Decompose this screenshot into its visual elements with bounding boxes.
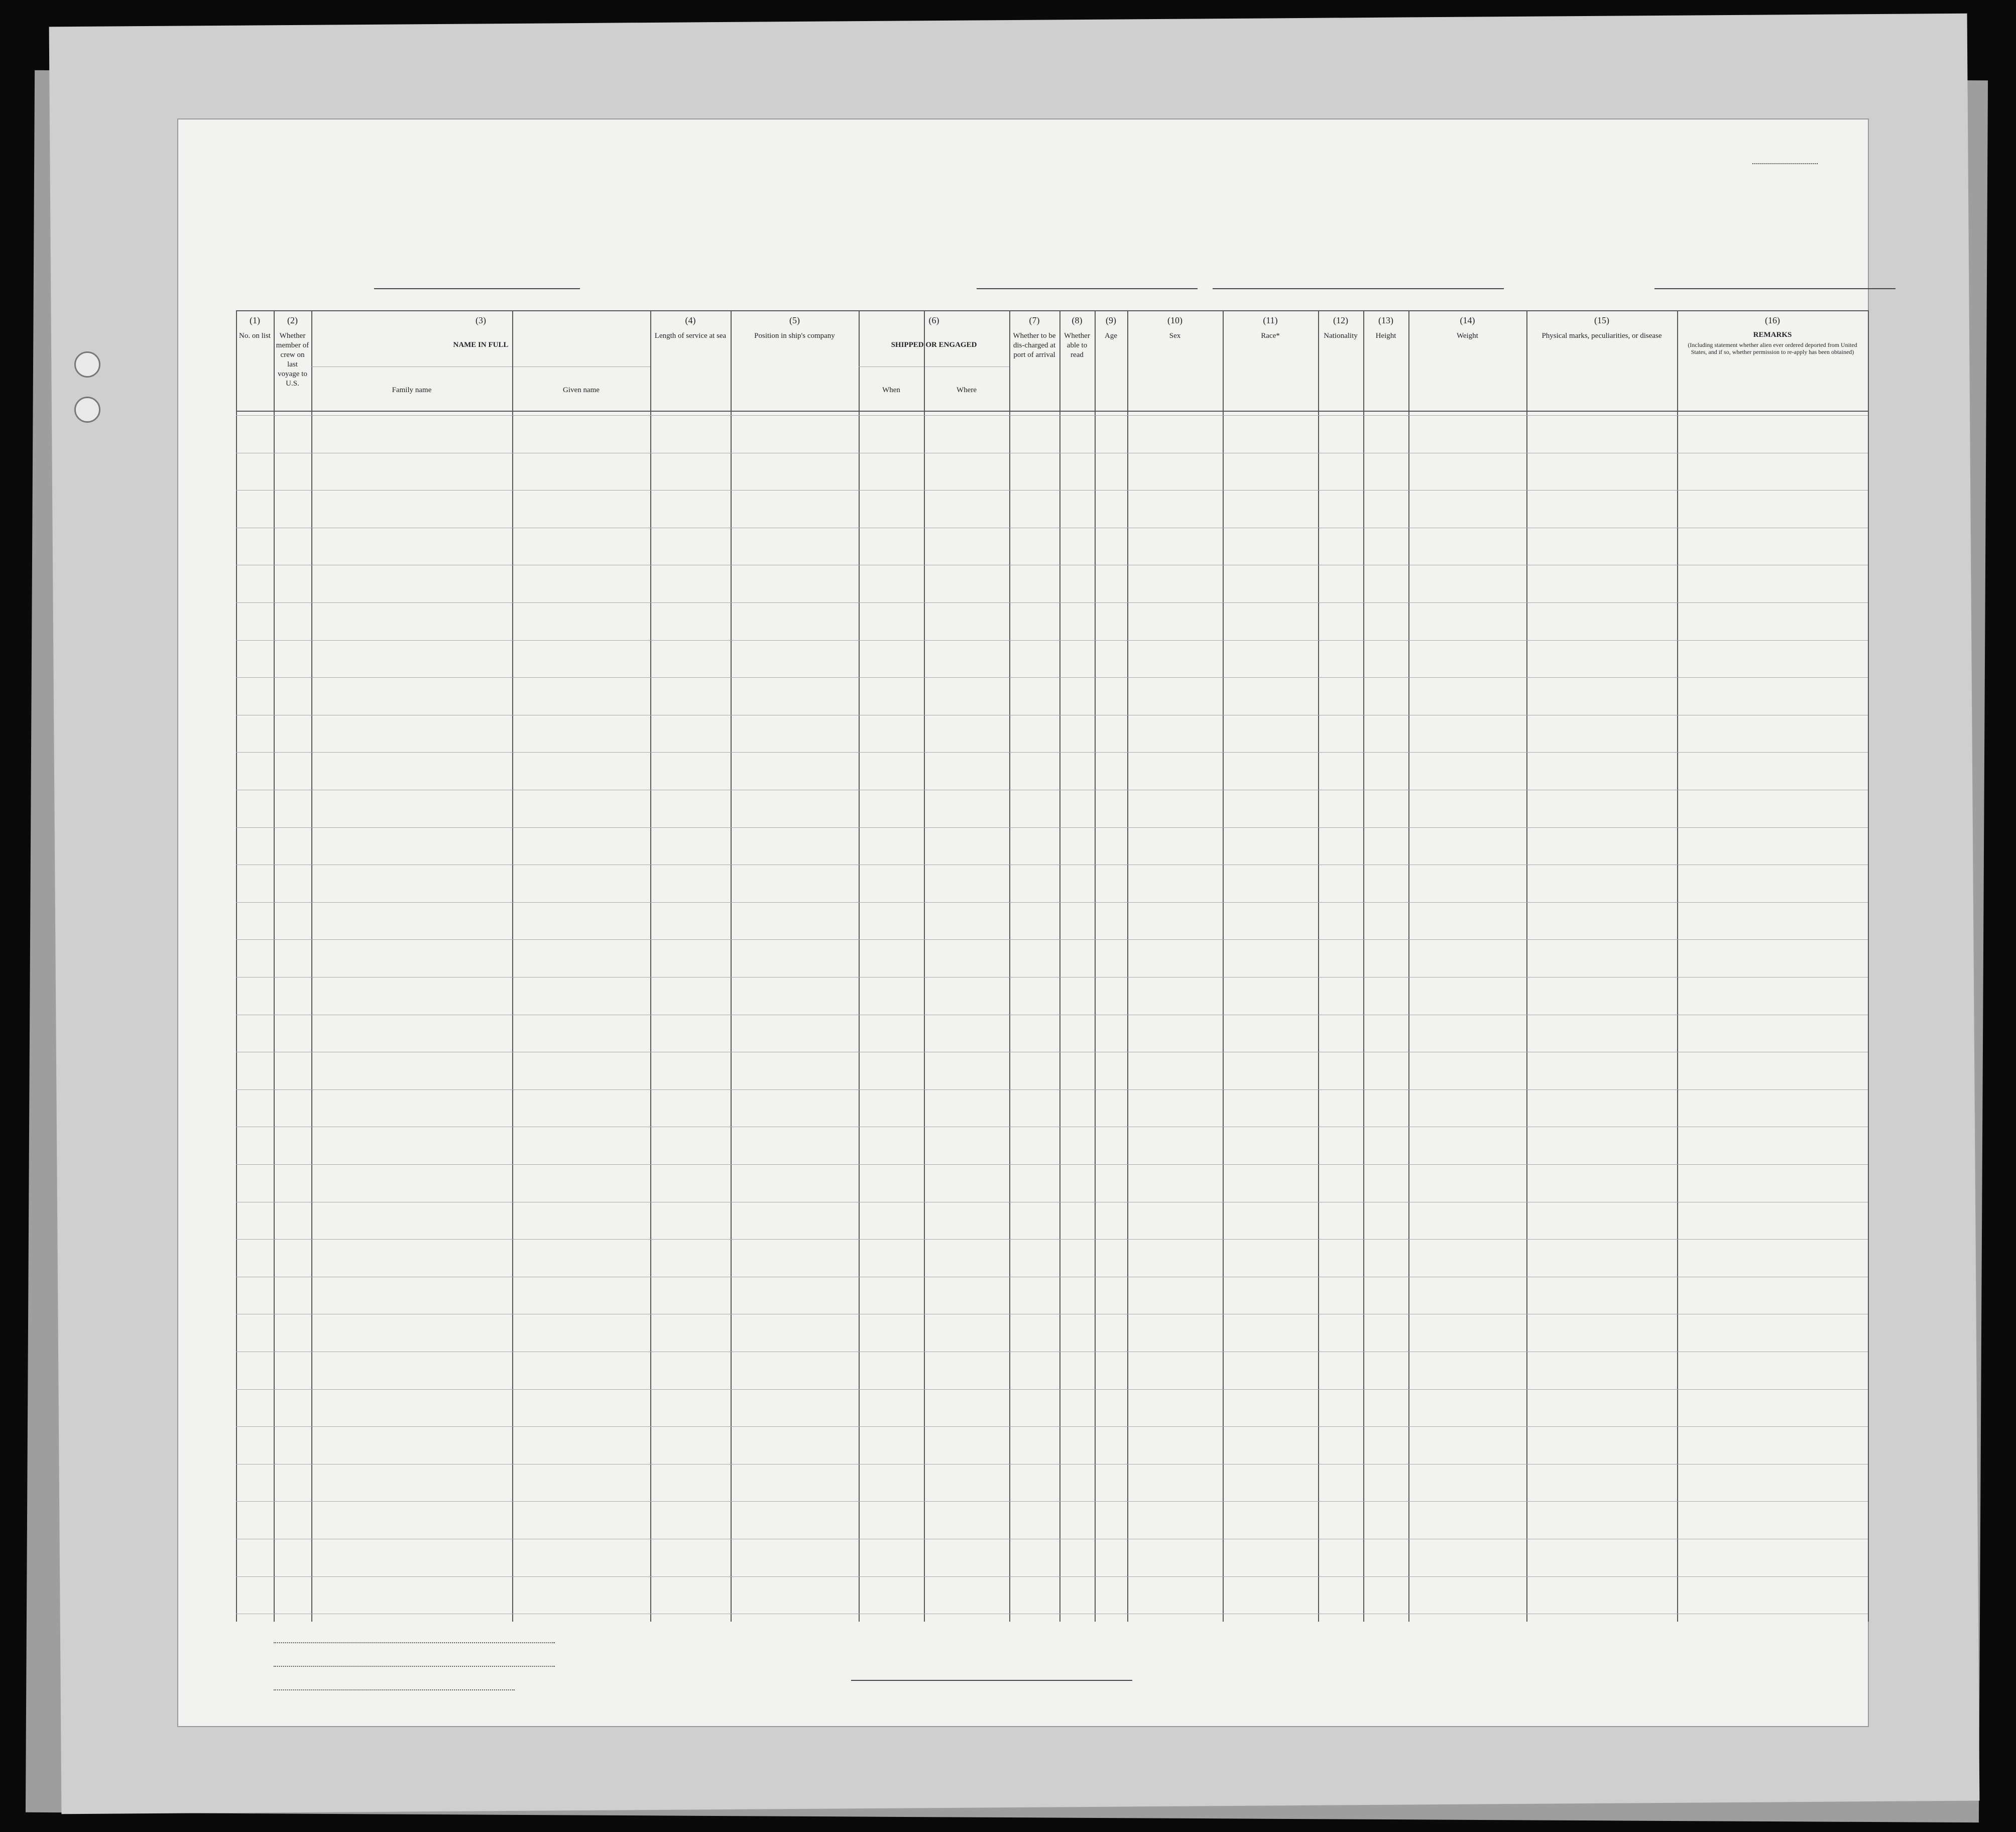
punch-hole — [74, 397, 100, 423]
column-number: (15) — [1594, 315, 1609, 325]
date-blank — [1213, 288, 1504, 289]
column-rule — [1009, 310, 1010, 1622]
row-rule — [236, 1501, 1868, 1502]
column-number: (3) — [476, 315, 486, 325]
column-heading: Whether able to read — [1064, 332, 1090, 359]
column-heading: No. on list — [239, 332, 271, 340]
sheet-number-blank — [1752, 163, 1818, 164]
column-rule — [1127, 310, 1128, 1622]
column-number: (4) — [685, 315, 696, 325]
column-number: (7) — [1029, 315, 1040, 325]
column-heading: Age — [1105, 332, 1117, 340]
column-rule — [731, 310, 732, 1622]
row-rule — [236, 310, 1868, 311]
column-number: (12) — [1333, 315, 1348, 325]
column-heading: Sex — [1169, 332, 1181, 340]
column-number: (8) — [1072, 315, 1083, 325]
column-heading: Length of service at sea — [654, 332, 727, 340]
column-heading: Weight — [1457, 332, 1478, 340]
column-heading: Physical marks, peculiarities, or disease — [1541, 332, 1662, 340]
column-number: (14) — [1460, 315, 1475, 325]
column-number: (16) — [1765, 315, 1780, 325]
column-rule — [650, 310, 651, 1622]
owners-field — [269, 1658, 555, 1670]
row-rule — [236, 902, 1868, 903]
column-rule — [512, 367, 513, 411]
column-rule — [1095, 310, 1096, 1622]
local-agents-field — [269, 1682, 515, 1693]
column-rule — [1526, 310, 1527, 1622]
column-heading: Nationality — [1324, 332, 1358, 340]
row-rule — [236, 1426, 1868, 1427]
row-rule — [236, 602, 1868, 603]
row-rule — [236, 827, 1868, 828]
row-rule — [236, 1164, 1868, 1165]
row-rule — [236, 1576, 1868, 1577]
column-number: (10) — [1167, 315, 1182, 325]
row-rule — [236, 977, 1868, 978]
column-heading: Race* — [1261, 332, 1280, 340]
row-rule — [236, 1089, 1868, 1090]
row-rule — [236, 490, 1868, 491]
column-heading: NAME IN FULL — [453, 341, 509, 349]
row-rule — [236, 411, 1868, 412]
column-number: (1) — [250, 315, 260, 325]
row-rule — [236, 939, 1868, 940]
column-rule — [1223, 310, 1224, 1622]
column-rule — [236, 310, 237, 1622]
manifest-sheet — [178, 119, 1868, 1726]
arriving-blank — [977, 288, 1198, 289]
column-rule — [859, 310, 860, 1622]
column-rule — [1059, 310, 1060, 1622]
column-heading: REMARKS — [1753, 331, 1792, 339]
column-number: (6) — [928, 315, 939, 325]
column-heading: Position in ship's company — [754, 332, 835, 340]
column-rule — [1408, 310, 1409, 1622]
column-rule — [311, 310, 312, 1622]
column-rule — [512, 310, 513, 1622]
row-rule — [236, 1239, 1868, 1240]
column-rule — [1677, 310, 1678, 1622]
row-rule — [236, 677, 1868, 678]
sheet-number — [1749, 153, 1818, 168]
column-number: (5) — [789, 315, 800, 325]
row-rule — [236, 415, 1868, 416]
column-rule — [1363, 310, 1364, 1622]
column-heading: SHIPPED OR ENGAGED — [891, 341, 977, 349]
line-field — [269, 1635, 555, 1646]
punch-hole — [74, 351, 100, 378]
column-rule — [1318, 310, 1319, 1622]
row-rule — [236, 1389, 1868, 1390]
inspector-label — [851, 1680, 1132, 1681]
column-rule — [1868, 310, 1869, 1622]
vessel-blank — [374, 288, 580, 289]
column-number: (9) — [1106, 315, 1116, 325]
column-subheading: Given name — [563, 386, 600, 394]
from-port-blank — [1654, 288, 1895, 289]
column-number: (2) — [287, 315, 298, 325]
column-rule — [924, 310, 925, 1622]
column-heading: Height — [1375, 332, 1396, 340]
row-rule — [236, 752, 1868, 753]
column-subheading: (Including statement whether alien ever ordered deported from United States, and if so, whether permission to re-apply has been obtained) — [1688, 341, 1857, 355]
column-subheading: Family name — [392, 386, 432, 394]
crew-table — [236, 310, 1868, 1741]
column-rule — [274, 310, 275, 1622]
column-subheading: When — [882, 386, 900, 394]
column-heading: Whether to be dis-charged at port of arrival — [1013, 332, 1056, 359]
row-rule — [236, 640, 1868, 641]
column-subheading: Where — [957, 386, 977, 394]
column-number: (11) — [1263, 315, 1278, 325]
column-heading: Whether member of crew on last voyage to U.S. — [276, 332, 309, 388]
column-rule — [924, 367, 925, 411]
column-number: (13) — [1378, 315, 1393, 325]
